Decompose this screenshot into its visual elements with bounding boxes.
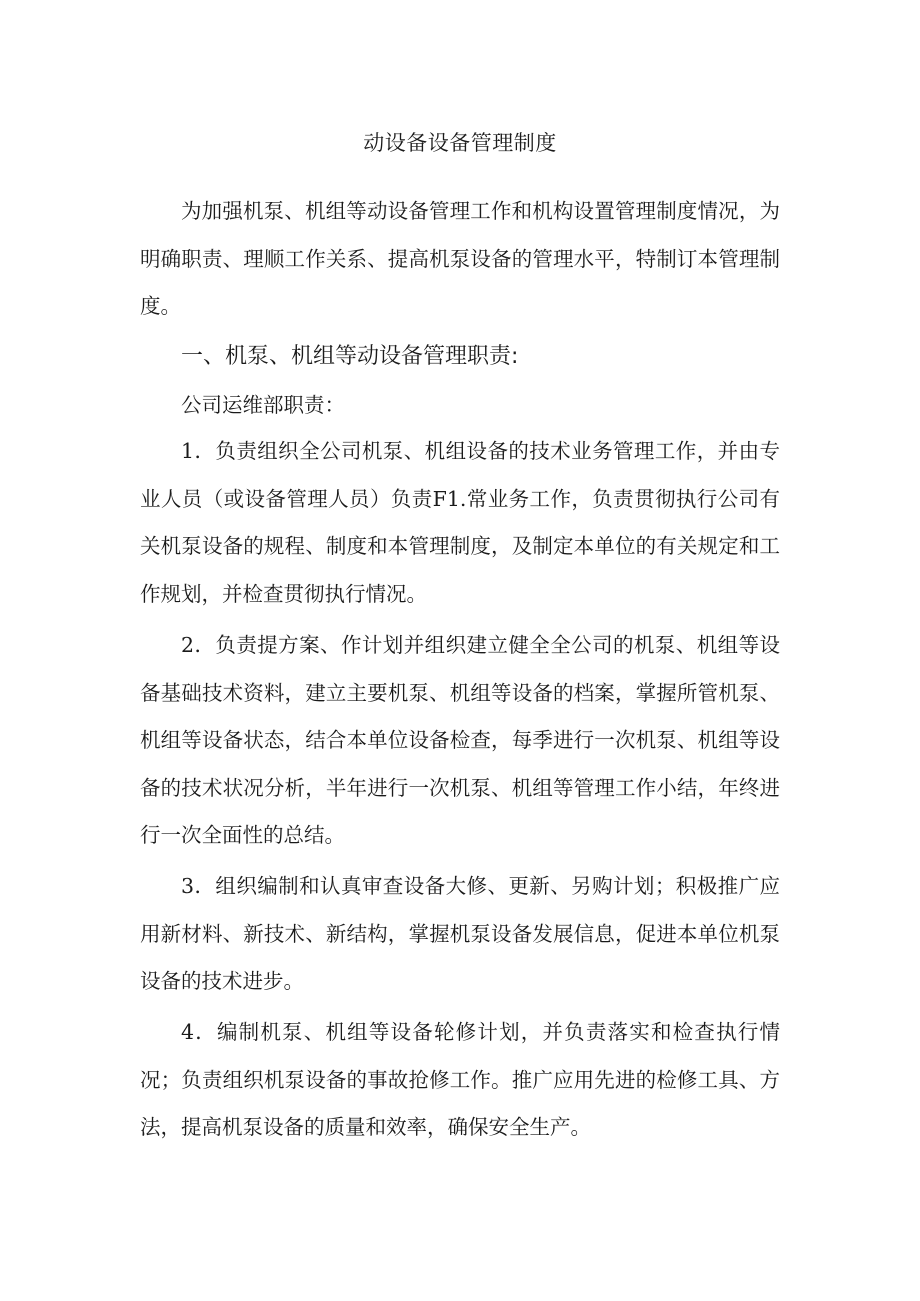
subheading-paragraph: 公司运维部职责： bbox=[181, 393, 345, 417]
document-title: 动设备设备管理制度 bbox=[363, 131, 557, 155]
duty-item-1: 1．负责组织全公司机泵、机组设备的技术业务管理工作，并由专业人员（或设备管理人员）负责F1.常业务工作，负责贯彻执行公司有关机泵设备的规程、制度和本管理制度，及制定本单位的有关规定和工作规划，并检查贯彻执行情况。 bbox=[140, 439, 780, 606]
duty-item-3: 3．组织编制和认真审查设备大修、更新、另购计划；积极推广应用新材料、新技术、新结构，掌握机泵设备发展信息，促进本单位机泵设备的技术进步。 bbox=[140, 874, 780, 993]
intro-paragraph: 为加强机泵、机组等动设备管理工作和机构设置管理制度情况，为明确职责、理顺工作关系、提高机泵设备的管理水平，特制订本管理制度。 bbox=[140, 199, 780, 318]
duty-item-2: 2．负责提方案、作计划并组织建立健全全公司的机泵、机组等设备基础技术资料，建立主要机泵、机组等设备的档案，掌握所管机泵、机组等设备状态，结合本单位设备检查，每季进行一次机泵、机组等设备的技术状况分析，半年进行一次机泵、机组等管理工作小结，年终进行一次全面性的总结。 bbox=[140, 633, 780, 847]
section-heading: 一、机泵、机组等动设备管理职责: bbox=[181, 344, 519, 369]
duty-item-4: 4．编制机泵、机组等设备轮修计划，并负责落实和检查执行情况；负责组织机泵设备的事故抢修工作。推广应用先进的检修工具、方法，提高机泵设备的质量和效率，确保安全生产。 bbox=[140, 1020, 780, 1139]
